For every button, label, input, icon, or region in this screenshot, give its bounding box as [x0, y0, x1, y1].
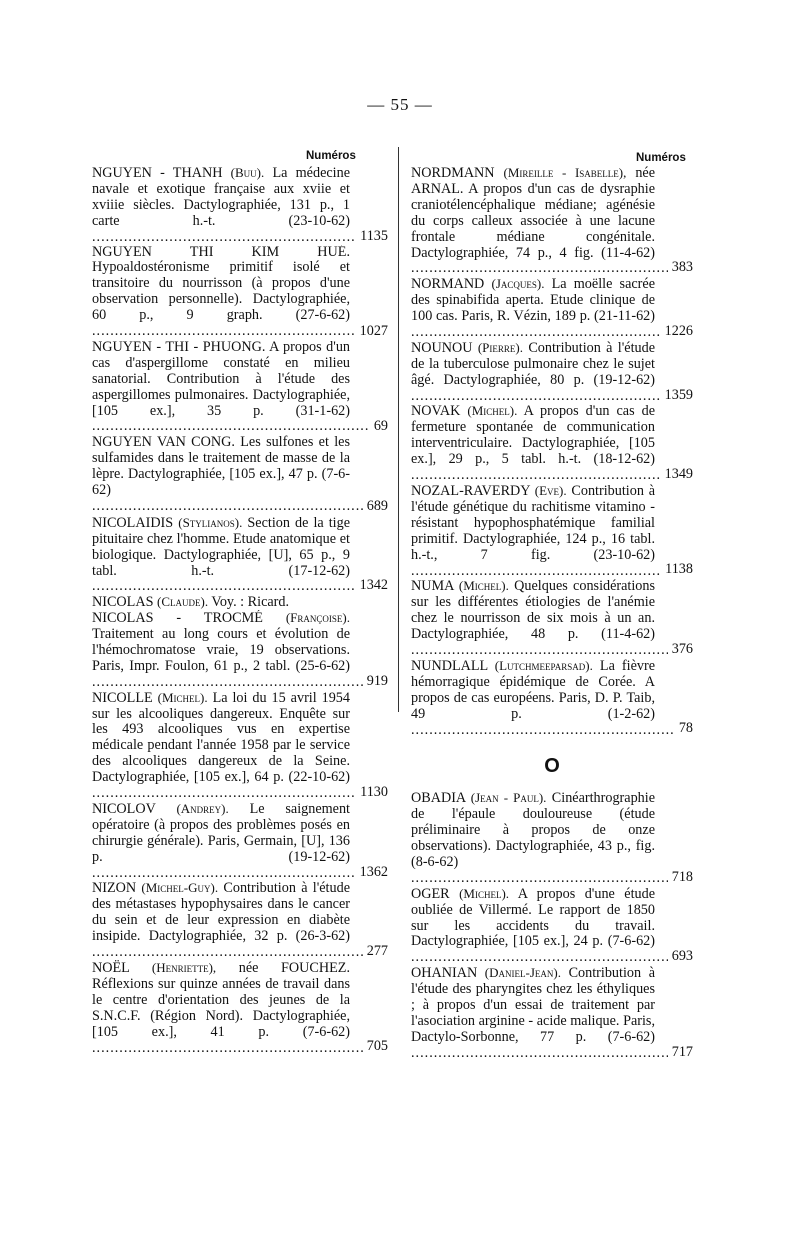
entry-text	[92, 594, 350, 610]
author-given-name: (Lutchmeeparsad).	[494, 657, 593, 673]
bibliography-entry	[92, 435, 388, 515]
author-given-name: (Michel).	[459, 885, 510, 901]
entry-text	[92, 340, 350, 435]
author-given-name: (Jacques).	[491, 276, 545, 292]
entry-text	[411, 340, 655, 404]
author-given-name: (Andrey).	[176, 800, 229, 816]
entry-description: Contribution à l'étude de la tuberculose pulmonaire chez le sujet âgé. Dactylographiée, 80 p. (19-12-62)	[411, 339, 656, 388]
bibliography-entry	[92, 880, 388, 960]
bibliography-entry	[411, 886, 693, 966]
entry-text	[92, 960, 350, 1055]
author-name: NICOLAS	[92, 594, 154, 611]
left-column	[92, 165, 388, 1055]
entry-text	[92, 801, 350, 881]
page-number: — 55 —	[367, 95, 433, 114]
entry-description: Section de la tige pituitaire chez l'homme. Etude anatomique et biologique. Dactylographiée, [U], 65 p., 9 tabl. h.-t. (17-12-62)	[92, 514, 351, 579]
author-given-name: (Claude).	[157, 594, 209, 610]
author-name: NICOLAS - TROCMÉ	[92, 610, 263, 627]
bibliography-entry	[411, 403, 693, 483]
right-column-header: Numéros	[636, 152, 686, 164]
author-name: NOZAL-RAVERDY	[411, 482, 531, 499]
entry-description: La loi du 15 avril 1954 sur les alcooliques dangereux. Enquête sur les 493 alcooliques vus en expertise médicale pendant l'année 1958 par le service des alcooliques dangereux de la Seine. Dactylographiée, [105 ex.], 64 p. (22-10-62)	[92, 689, 350, 786]
entry-description: Le saignement opératoire (à propos des problèmes posés en chirurgie générale). Paris, Germain, [U], 136 p. (19-12-62)	[92, 800, 350, 865]
entry-description: née FOUCHEZ. Réflexions sur quinze années de travail dans le centre d'orientation des jeunes de la S.N.C.F. (Région Nord). Dactylographiée, [105 ex.], 41 p. (7-6-62)	[92, 959, 350, 1040]
author-name: NGUYEN - THI - PHUONG.	[92, 339, 266, 355]
bibliography-entry	[92, 690, 388, 801]
entry-description: Traitement au long cours et évolution de l'hémochromatose vraie, 19 observations. Paris, Impr. Foulon, 61 p., 2 tabl. (25-6-62)	[92, 626, 350, 674]
bibliography-entry	[92, 960, 388, 1055]
entry-text	[92, 435, 350, 515]
author-name: NGUYEN VAN CONG.	[92, 435, 235, 451]
entry-text	[411, 886, 655, 966]
bibliography-entry	[92, 801, 388, 881]
author-given-name: (Françoise).	[285, 610, 350, 626]
author-name: NOUNOU	[411, 339, 473, 356]
entry-text	[92, 515, 350, 595]
entry-text	[411, 403, 655, 483]
entry-description: A propos d'un cas de fermeture spontanée de communication interventriculaire. Dactylographiée, [105 ex.], 29 p., 5 tabl. h.-t. (18-12-62)	[411, 403, 655, 468]
column-divider	[398, 147, 399, 712]
author-name: NIZON	[92, 880, 137, 897]
entry-text	[411, 165, 655, 276]
entry-text	[92, 165, 350, 245]
entry-text	[411, 965, 655, 1060]
entry-number: 277	[363, 944, 388, 960]
entry-number: 1349	[661, 467, 693, 483]
entry-number: 376	[668, 642, 693, 658]
entry-number: 705	[363, 1039, 388, 1055]
entry-number: 1342	[356, 578, 388, 594]
bibliography-entry	[92, 610, 388, 690]
entry-number: 1226	[661, 324, 693, 340]
entry-number: 693	[668, 949, 693, 965]
bibliography-entry	[411, 790, 693, 885]
author-given-name: (Michel).	[157, 689, 208, 705]
entry-description: Quelques considérations sur les différentes étiologies de l'anémie chez le nourrisson de six mois à un an. Dactylographiée, 48 p. (11-4-62)	[411, 578, 656, 643]
author-given-name: (Pierre).	[477, 339, 523, 355]
entry-description: Cinéarthrographie de l'épaule douloureuse (étude préliminaire à propos de onze observations). Dactylographiée, 43 p., fig. (8-6-62)	[411, 790, 656, 870]
entry-number: 1135	[356, 229, 388, 245]
entry-text	[411, 578, 655, 658]
entry-number: 1362	[356, 865, 388, 881]
author-name: OHANIAN	[411, 965, 478, 982]
bibliography-entry	[92, 165, 388, 245]
bibliography-entry	[92, 245, 388, 340]
entry-text	[92, 880, 350, 960]
bibliography-entry	[411, 658, 693, 738]
author-given-name: (Buu).	[230, 165, 265, 180]
author-name: OGER	[411, 885, 450, 902]
entry-number: 718	[668, 870, 693, 886]
bibliography-entry	[411, 965, 693, 1060]
bibliography-entry	[411, 276, 693, 340]
entry-description: Contribution à l'étude génétique du rachitisme vitamino - résistant hypophosphatémique familial primitif. Dactylographiée, 124 p., 16 tabl. h.-t., 7 fig. (23-10-62)	[411, 482, 655, 563]
author-name: NOËL	[92, 959, 130, 976]
author-given-name: (Michel-Guy).	[141, 880, 219, 896]
author-name: NUMA	[411, 578, 454, 595]
entry-description: née ARNAL. A propos d'un cas de dysraphie craniotélencéphalique médiane; agénésie du corps calleux associée à une lacune frontale médiane congénitale. Dactylographiée, 74 p., 4 fig. (11-4-62)	[411, 165, 656, 261]
author-given-name: (Henriette),	[151, 959, 217, 975]
entry-text	[411, 276, 655, 340]
author-name: NOVAK	[411, 403, 461, 420]
entry-description: Les sulfones et les sulfamides dans le traitement de masse de la lèpre. Dactylographiée, [105 ex.], 47 p. (7-6-62)	[92, 435, 350, 498]
entry-description: A propos d'un cas d'aspergillome constaté en milieu sanatorial. Contribution à l'étude des aspergillomes pulmonaires. Dactylographiée, [105 ex.], 35 p. (31-1-62)	[92, 339, 351, 419]
entry-description: A propos d'une étude oubliée de Villermé. Le rapport de 1850 sur les accidents du travail. Dactylographiée, [105 ex.], 24 p. (7-6-62)	[411, 885, 656, 950]
entry-description: La moëlle sacrée des spinabifida aperta. Etude clinique de 100 cas. Paris, R. Vézin, 189 p. (21-11-62)	[411, 276, 655, 325]
entry-number: 1027	[356, 324, 388, 340]
author-given-name: (Michel).	[458, 578, 509, 594]
author-given-name: (Daniel-Jean).	[484, 965, 561, 981]
bibliography-entry	[411, 165, 693, 276]
entry-number: 1130	[356, 785, 388, 801]
entry-text	[411, 790, 655, 885]
entry-number: 69	[370, 419, 388, 435]
entry-description: Voy. : Ricard.	[211, 594, 290, 611]
bibliography-entry	[92, 340, 388, 435]
entry-description: Contribution à l'étude des métastases hypophysaires dans le cancer du sein et de leur expression en diabète insipide. Dactylographiée, 32 p. (26-3-62)	[92, 880, 350, 945]
entry-text	[92, 245, 350, 340]
author-name: NGUYEN - THANH	[92, 165, 223, 181]
entry-text	[411, 483, 655, 578]
author-name: NGUYEN THI KIM HUÉ.	[92, 244, 350, 260]
right-column	[411, 165, 693, 1061]
bibliography-entry	[92, 515, 388, 595]
entry-number: 1138	[661, 562, 693, 578]
author-name: NICOLOV	[92, 800, 156, 817]
entry-description: Hypoaldostéronisme primitif isolé et transitoire du nourrisson (à propos d'une observation personnelle). Dactylographiée, 60 p., 9 graph. (27-6-62)	[92, 259, 350, 324]
entry-number: 78	[675, 721, 693, 737]
author-given-name: (Michel).	[467, 403, 518, 419]
author-name: NUNDLALL	[411, 657, 488, 674]
bibliography-entry	[411, 483, 693, 578]
entry-description: La fièvre hémorragique épidémique de Corée. A propos de cas européens. Paris, D. P. Taib, 49 p. (1-2-62)	[411, 657, 656, 722]
author-name: NORDMANN	[411, 165, 495, 181]
left-column-header: Numéros	[306, 150, 356, 162]
entry-number: 383	[668, 260, 693, 276]
author-given-name: (Stylianos).	[178, 514, 243, 530]
entry-description: Contribution à l'étude des pharyngites chez les éthyliques ; à propos d'un essai de traitement par l'asociation arginine - acide malique. Paris, Dactylo-Sorbonne, 77 p. (7-6-62)	[411, 965, 655, 1045]
author-given-name: (Mireille - Isabelle),	[503, 165, 627, 180]
author-name: NICOLAIDIS	[92, 514, 174, 531]
bibliography-entry	[411, 578, 693, 658]
entry-number: 717	[668, 1045, 693, 1061]
entry-text	[92, 690, 350, 801]
author-given-name: (Eve).	[534, 482, 567, 498]
author-name: NICOLLE	[92, 689, 153, 706]
bibliography-entry	[411, 340, 693, 404]
author-name: NORMAND	[411, 276, 485, 293]
entry-text	[411, 658, 655, 738]
author-given-name: (Jean - Paul).	[470, 790, 547, 806]
entry-number: 919	[363, 674, 388, 690]
entry-number: 689	[363, 499, 388, 515]
entry-text	[92, 610, 350, 690]
section-letter: O	[544, 755, 560, 778]
bibliography-entry	[92, 594, 388, 610]
author-name: OBADIA	[411, 790, 466, 807]
entry-description: La médecine navale et exotique française aux xviie et xviiie siècles. Dactylographiée, 131 p., 1 carte h.-t. (23-10-62)	[92, 165, 351, 229]
entry-number: 1359	[661, 388, 693, 404]
